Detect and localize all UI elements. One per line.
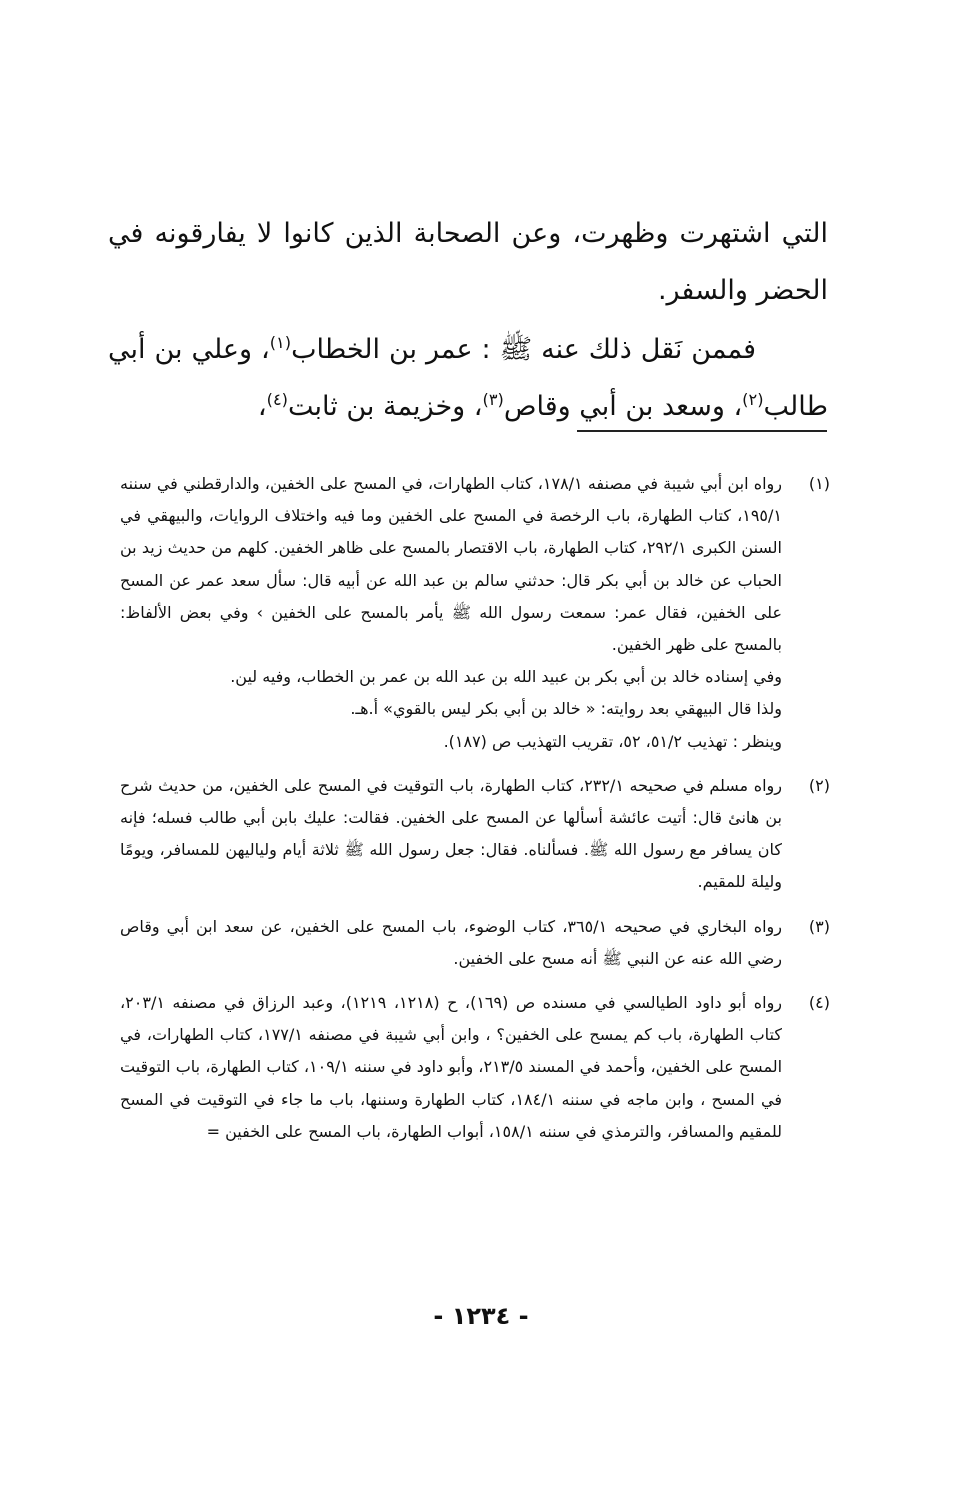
- footnote-ref-2: (٢): [742, 390, 764, 409]
- footnote-text: وفي إسناده خالد بن أبي بكر بن عبيد الله بن عبد الله بن عمر بن الخطاب، وفيه لين.: [230, 667, 782, 687]
- footnote-text: رواه البخاري في صحيحه ٣٦٥/١، كتاب الوضوء، باب المسح على الخفين، عن سعد ابن أبي وقاص رضي الله عنه عن النبي ﷺ أنه مسح على الخفين.: [120, 916, 782, 968]
- footnote-text: رواه ابن أبي شيبة في مصنفه ١٧٨/١، كتاب الطهارات، في المسح على الخفين، والدارقطني في سننه ١٩٥/١، كتاب الطهارة، باب الرخصة في المسح على الخفين وما فيه واختلاف الروايات، والبيهقي في السنن الكبرى ٢٩٢/١، كتاب الطهارة، باب الاقتصار بالمسح على ظاهر الخفين. كلهم من حديث زيد بن الحباب عن خالد بن أبي بكر قال: حدثني سالم بن عبد الله عن أبيه قال: سأل سعد عمر عن المسح على الخفين، فقال عمر: سمعت رسول الله ﷺ يأمر بالمسح على الخفين › وفي بعض الألفاظ: بالمسح على ظهر الخفين.: [120, 474, 783, 655]
- footnote-number: (٤): [808, 993, 830, 1013]
- footnote-number: (٣): [808, 916, 830, 936]
- footnote-separator: [577, 430, 827, 432]
- footnote-3: [120, 911, 830, 975]
- main-paragraph-2-part-a: فممن نَقل ذلك عنه ﷺ : عمر بن الخطاب: [291, 334, 756, 365]
- footnote-text: وينظر : تهذيب ٥١/٢، ٥٢، تقريب التهذيب ص (١٨٧).: [443, 731, 782, 751]
- footnote-2: [120, 770, 830, 899]
- main-text: [108, 205, 828, 435]
- footnote-number: (١): [808, 474, 830, 493]
- footnote-text: رواه أبو داود الطيالسي في مسنده ص (١٦٩)، ح (١٢١٨، ١٢١٩)، وعبد الرزاق في مصنفه ٢٠٣/١، كتاب الطهارة، باب كم يمسح على الخفين؟ ، وابن أبي شيبة في مصنفه ١٧٧/١، كتاب الطهارات، في المسح على الخفين، وأحمد في المسند ٢١٣/٥، وأبو داود في سننه ١٠٩/١، كتاب الطهارة، باب التوقيت في المسح ، وابن ماجه في سننه ١٨٤/١، كتاب الطهارة وسننها، باب ما جاء في التوقيت في المسح للمقيم والمسافر، والترمذي في سننه ١٥٨/١، أبواب الطهارة، باب المسح على الخفين =: [120, 993, 783, 1141]
- main-paragraph-2-part-d: ، وخزيمة بن ثابت: [287, 391, 483, 422]
- page-number: - ١٢٣٤ -: [433, 1302, 529, 1330]
- footnote-4: [120, 987, 830, 1148]
- footnote-ref-3: (٣): [482, 390, 504, 409]
- main-paragraph-2-part-b: ، وعلي بن أبي طالب: [108, 334, 828, 422]
- footnote-text: رواه مسلم في صحيحه ٢٣٢/١، كتاب الطهارة، باب التوقيت في المسح على الخفين، من حديث شرح بن هانئ قال: أتيت عائشة أسألها عن المسح على الخفين. فقالت: عليك بابن أبي طالب فسله؛ فإنه كان يسافر مع رسول الله ﷺ. فسألناه. فقال: جعل رسول الله ﷺ ثلاثة أيام ولياليهن للمسافر، ويومًا وليلة للمقيم.: [120, 775, 783, 892]
- footnote-ref-1: (١): [269, 333, 292, 352]
- footnote-1: [120, 468, 830, 758]
- footnote-number: (٢): [808, 775, 830, 795]
- footnote-text: ولذا قال البيهقي بعد روايته: « خالد بن أبي بكر ليس بالقوي» أ.هـ.: [350, 699, 782, 719]
- main-paragraph-2-part-e: ،: [257, 391, 267, 422]
- main-paragraph-2: [108, 321, 828, 435]
- footnotes: [120, 468, 830, 1148]
- main-paragraph-1: التي اشتهرت وظهرت، وعن الصحابة الذين كانوا لا يفارقونه في الحضر والسفر.: [108, 218, 828, 306]
- main-paragraph-2-part-c: ، وسعد بن أبي وقاص: [503, 391, 743, 422]
- footnote-ref-4: (٤): [266, 390, 288, 409]
